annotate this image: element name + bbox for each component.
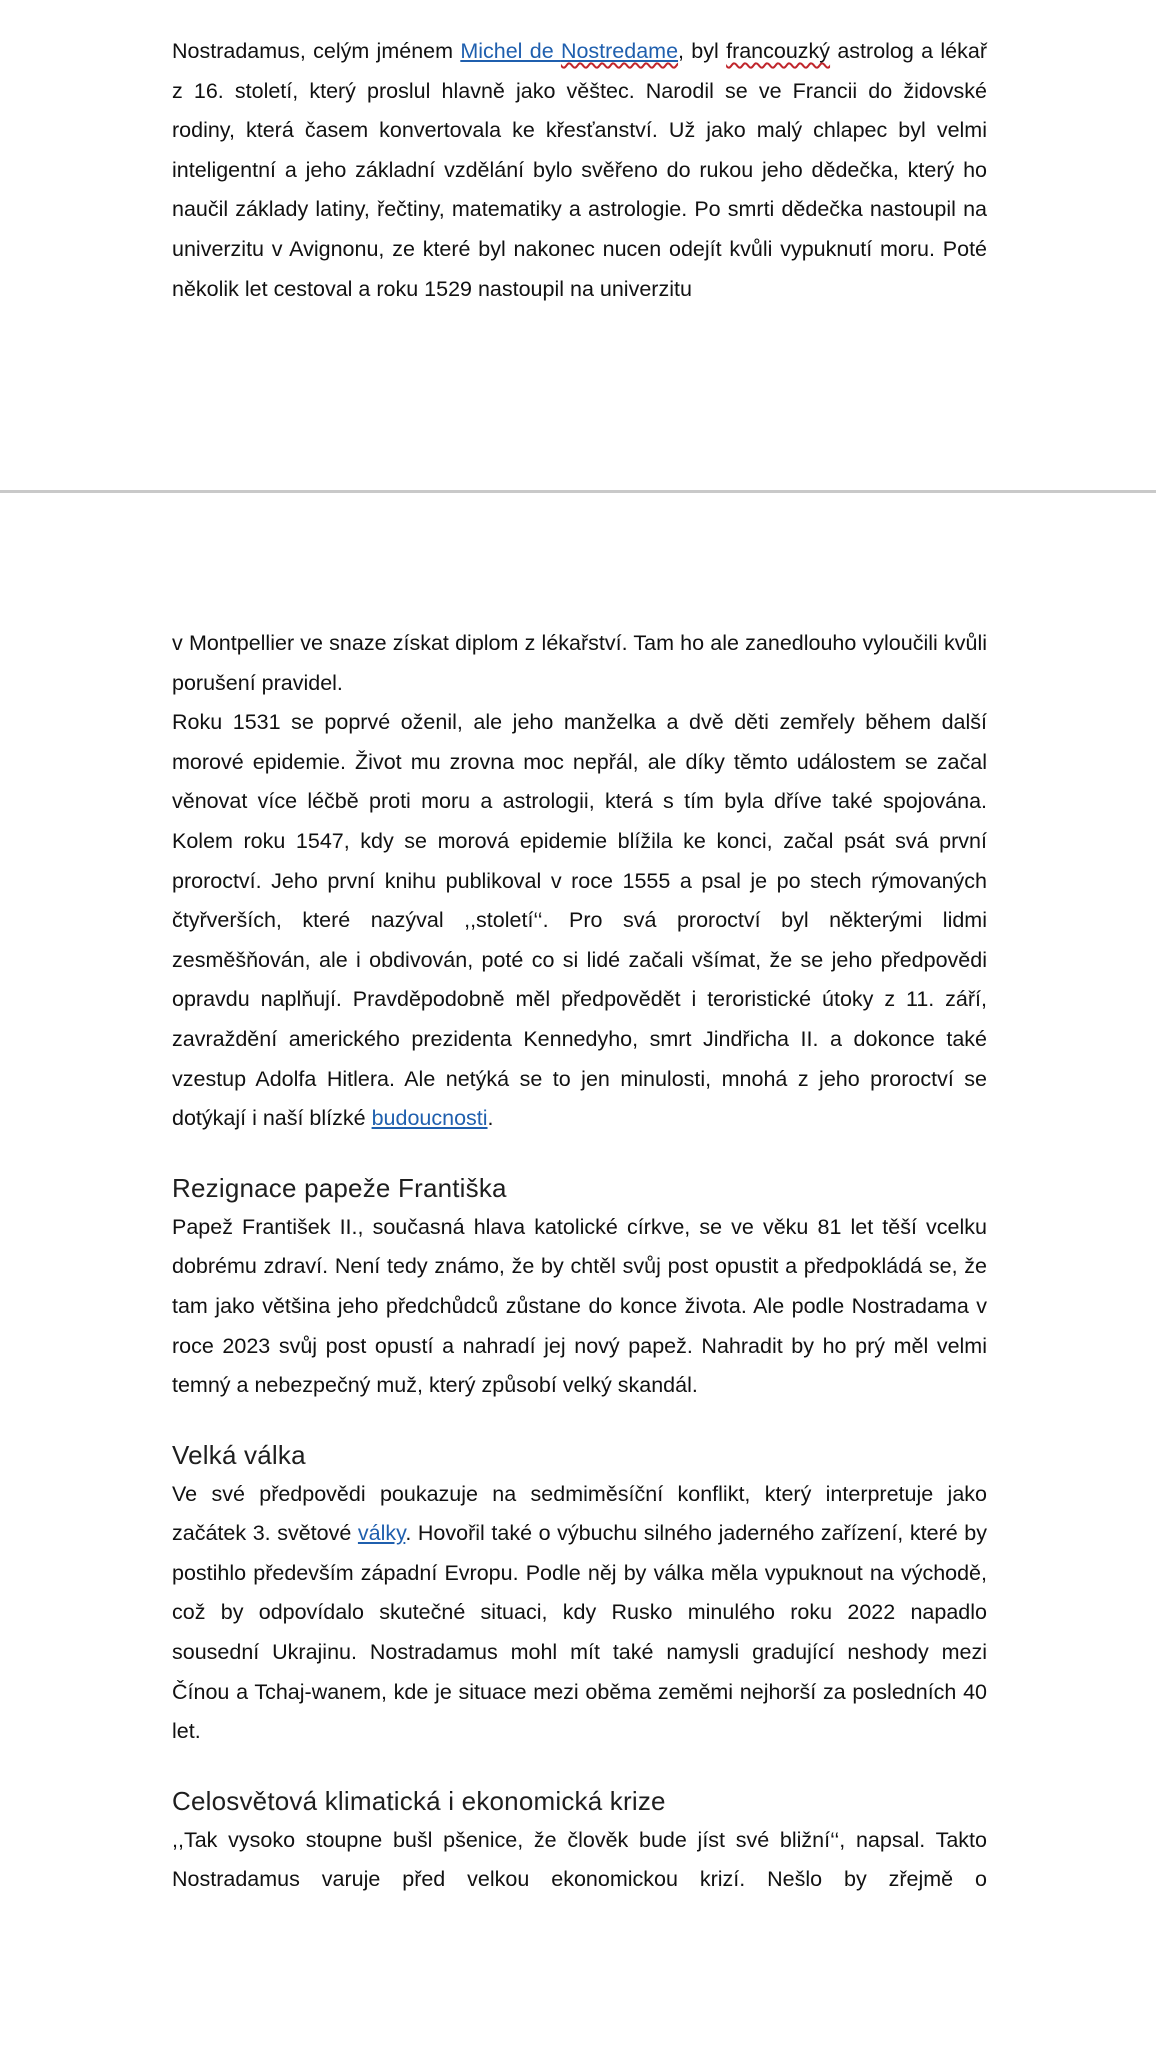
paragraph-montpellier: v Montpellier ve snaze získat diplom z lékařství. Tam ho ale zanedlouho vyloučili kvůli porušení pravidel.: [172, 631, 987, 695]
paragraph-velka-valka-text-rest: . Hovořil také o výbuchu silného jaderného zařízení, které by postihlo především západní Evropu. Podle něj by válka měla vypuknout na východě, což by odpovídalo skutečné situaci, kdy Rusko minulého roku 2022 napadlo sousední Ukrajinu. Nostradamus mohl mít také namysli gradující neshody mezi Čínou a Tchaj-wanem, kde je situace mezi oběma zeměmi nejhorší za posledních 40 let.: [172, 1521, 987, 1744]
page-break-divider: [0, 490, 1156, 493]
heading-velka-valka: Velká válka: [172, 1439, 306, 1470]
hyperlink-text-part-1: Michel de: [460, 39, 561, 63]
paragraph-velka-valka-text-start: Ve své předpovědi poukazuje na sedmiměsíční konflikt, který interpretuje jako začátek 3. světové: [172, 1481, 987, 1546]
paragraph-intro-text-start: Nostradamus, celým jménem: [172, 39, 461, 63]
hyperlink-michel-de-nostredame[interactable]: [460, 39, 678, 63]
hyperlink-valky[interactable]: války: [357, 1521, 406, 1546]
misspelled-link-word: Nostredame: [560, 39, 679, 63]
document-page-1: [0, 0, 1156, 490]
spacer: [172, 1406, 987, 1435]
page-2-body: [172, 624, 987, 1900]
document-page-2: [0, 494, 1156, 2048]
paragraph-intro: [172, 32, 987, 309]
paragraph-intro-text-rest: astrolog a lékař z 16. století, který proslul hlavně jako věštec. Narodil se ve Francii do židovské rodiny, která časem konvertovala ke křesťanství. Už jako malý chlapec byl velmi inteligentní a jeho základní vzdělání bylo svěřeno do rukou jeho dědečka, který ho naučil základy latiny, řečtiny, matematiky a astrologie. Po smrti dědečka nastoupil na univerzitu v Avignonu, ze které byl nakonec nucen odejít kvůli vypuknutí moru. Poté několik let cestoval a roku 1529 nastoupil na univerzitu: [172, 39, 987, 301]
misspelled-word[interactable]: francouzký: [726, 39, 831, 63]
paragraph-velka-valka: [172, 1475, 987, 1752]
spacer: [172, 1139, 987, 1168]
paragraph-biography: [172, 703, 987, 1139]
paragraph-krize: ,,Tak vysoko stoupne bušl pšenice, že člověk bude jíst své bližní‘‘, napsal. Takto Nostradamus varuje před velkou ekonomickou krizí. Nešlo by zřejmě o: [172, 1827, 987, 1892]
heading-rezignace: Rezignace papeže Františka: [172, 1172, 507, 1203]
paragraph-rezignace: Papež František II., současná hlava katolické církve, se ve věku 81 let těší vcelku dobrému zdraví. Není tedy známo, že by chtěl svůj post opustit a předpokládá se, že tam jako většina jeho předchůdců zůstane do konce života. Ale podle Nostradama v roce 2023 svůj post opustí a nahradí jej nový papež. Nahradit by ho prý měl velmi temný a nebezpečný muž, který způsobí velký skandál.: [172, 1214, 987, 1398]
hyperlink-budoucnosti[interactable]: budoucnosti: [371, 1106, 488, 1131]
heading-krize: Celosvětová klimatická i ekonomická krize: [172, 1785, 666, 1816]
spacer: [172, 1752, 987, 1781]
paragraph-biography-text: Roku 1531 se poprvé oženil, ale jeho manželka a dvě děti zemřely během další morové epidemie. Život mu zrovna moc nepřál, ale díky těmto událostem se začal věnovat více léčbě proti moru a astrologii, která s tím byla dříve také spojována. Kolem roku 1547, kdy se morová epidemie blížila ke konci, začal psát svá první proroctví. Jeho první knihu publikoval v roce 1555 a psal je po stech rýmovaných čtyřverších, které nazýval ,,století‘‘. Pro svá proroctví byl některými lidmi zesměšňován, ale i obdivován, poté co si lidé začali všímat, že se jeho předpovědi opravdu naplňují. Pravděpodobně měl předpovědět i teroristické útoky z 11. září, zavraždění amerického prezidenta Kennedyho, smrt Jindřicha II. a dokonce také vzestup Adolfa Hitlera. Ale netýká se to jen minulosti, mnohá z jeho proroctví se dotýkají i naší blízké: [172, 710, 987, 1131]
paragraph-intro-text-middle: , byl: [678, 39, 727, 63]
page-1-body: [172, 32, 987, 309]
paragraph-biography-end: .: [487, 1106, 494, 1131]
